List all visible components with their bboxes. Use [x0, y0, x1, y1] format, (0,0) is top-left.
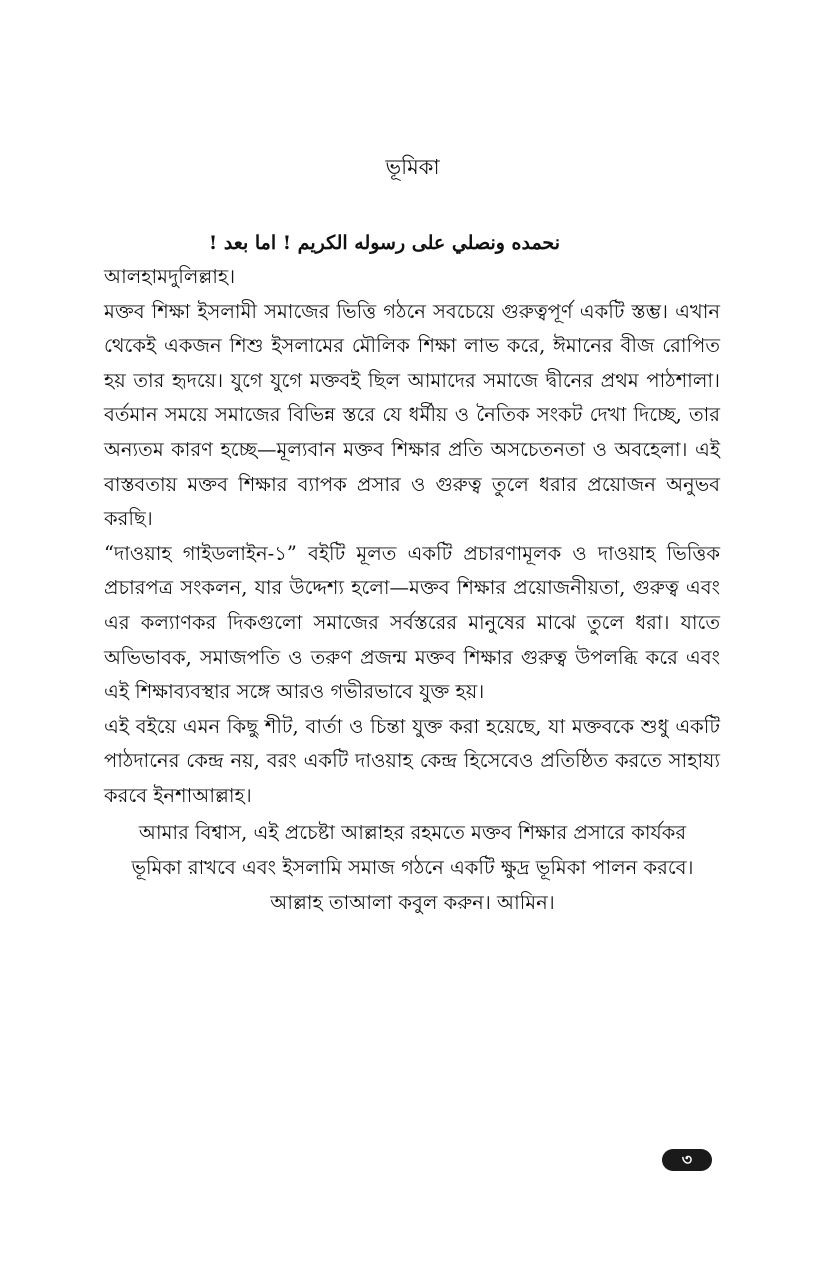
closing-line-3: আল্লাহ তাআলা কবুল করুন। আমিন।	[270, 891, 555, 914]
body-text	[104, 260, 720, 814]
closing-block	[90, 815, 735, 920]
paragraph-2: “দাওয়াহ গাইডলাইন-১” বইটি মূলত একটি প্রচারণামূলক ও দাওয়াহ ভিত্তিক প্রচারপত্র সংকলন, যার উদ্দেশ্য হলো—মক্তব শিক্ষার প্রয়োজনীয়তা, গুরুত্ব এবং এর কল্যাণকর দিকগুলো সমাজের সর্বস্তরের মানুষের মাঝে তুলে ধরা। যাতে অভিভাবক, সমাজপতি ও তরুণ প্রজন্ম মক্তব শিক্ষার গুরুত্ব উপলব্ধি করে এবং এই শিক্ষাব্যবস্থার সঙ্গে আরও গভীরভাবে যুক্ত হয়।	[104, 541, 720, 704]
arabic-invocation: نحمده ونصلي على رسوله الكريم ! اما بعد !	[208, 232, 560, 254]
closing-line-1: আমার বিশ্বাস, এই প্রচেষ্টা আল্লাহর রহমতে মক্তব শিক্ষার প্রসারে কার্যকর	[138, 821, 687, 844]
page-number-badge: ৩	[662, 1149, 712, 1171]
page-title: ভূমিকা	[385, 155, 440, 179]
paragraph-1: মক্তব শিক্ষা ইসলামী সমাজের ভিত্তি গঠনে সবচেয়ে গুরুত্বপূর্ণ একটি স্তম্ভ। এখান থেকেই একজন শিশু ইসলামের মৌলিক শিক্ষা লাভ করে, ঈমানের বীজ রোপিত হয় তার হৃদয়ে। যুগে যুগে মক্তবই ছিল আমাদের সমাজে দ্বীনের প্রথম পাঠশালা। বর্তমান সময়ে সমাজের বিভিন্ন স্তরে যে ধর্মীয় ও নৈতিক সংকট দেখা দিচ্ছে, তার অন্যতম কারণ হচ্ছে—মূল্যবান মক্তব শিক্ষার প্রতি অসচেতনতা ও অবহেলা। এই বাস্তবতায় মক্তব শিক্ষার ব্যাপক প্রসার ও গুরুত্ব তুলে ধরার প্রয়োজন অনুভব করছি।	[104, 299, 720, 531]
paragraph-3: এই বইয়ে এমন কিছু শীট, বার্তা ও চিন্তা যুক্ত করা হয়েছে, যা মক্তবকে শুধু একটি পাঠদানের কেন্দ্র নয়, বরং একটি দাওয়াহ কেন্দ্র হিসেবেও প্রতিষ্ঠিত করতে সাহায্য করবে ইনশাআল্লাহ।	[104, 714, 720, 807]
closing-line-2: ভূমিকা রাখবে এবং ইসলামি সমাজ গঠনে একটি ক্ষুদ্র ভূমিকা পালন করবে।	[131, 856, 694, 879]
opening-line: আলহামদুলিল্লাহ।	[104, 265, 236, 288]
